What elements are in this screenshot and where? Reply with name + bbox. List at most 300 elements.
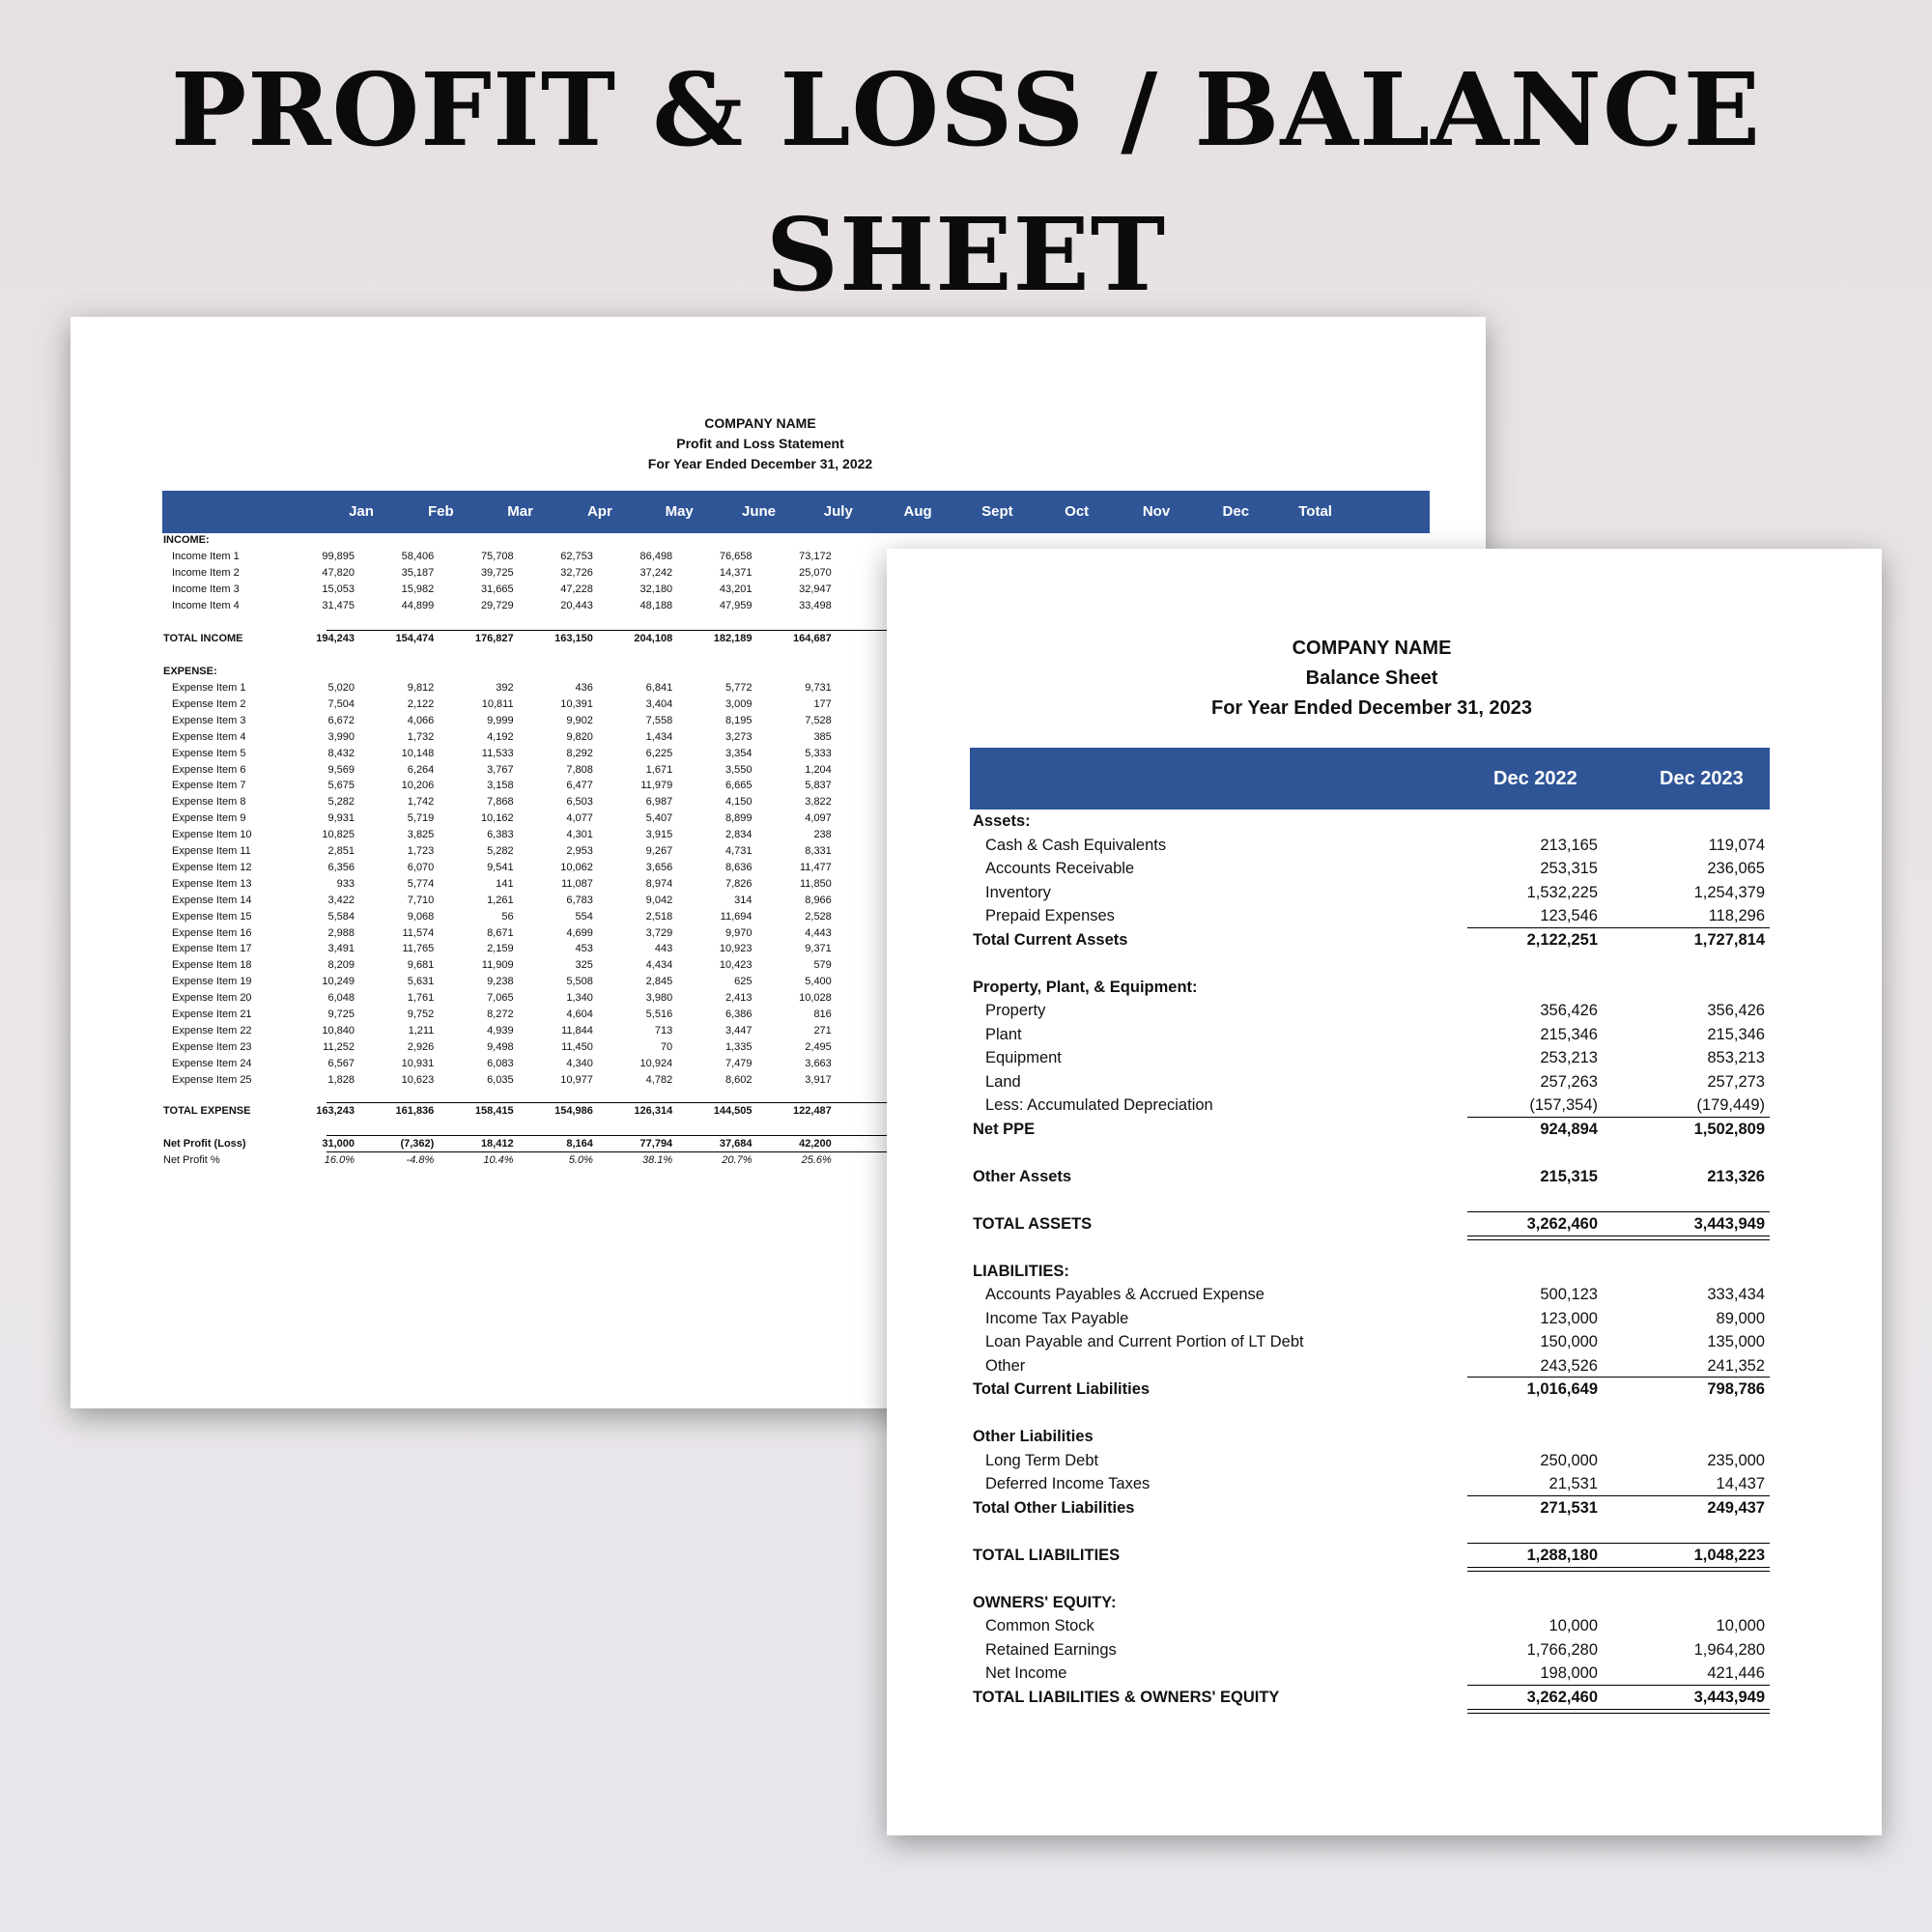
- pl-expense-row-value: 5,407: [645, 812, 673, 825]
- pl-expense-row-value: 6,503: [566, 796, 593, 809]
- bs-value-dec-2023: (179,449): [1696, 1096, 1765, 1114]
- pl-net-profit-pct-row-value: 16.0%: [324, 1154, 355, 1166]
- pl-total-income-row-label: TOTAL INCOME: [163, 633, 243, 644]
- bs-row-label: Other: [985, 1356, 1026, 1375]
- pl-expense-row-label: Expense Item 13: [172, 877, 252, 890]
- bs-row-label: OWNERS' EQUITY:: [973, 1593, 1117, 1611]
- bs-value-dec-2023: 236,065: [1707, 860, 1765, 877]
- pl-total-income-row-value: 176,827: [474, 633, 514, 644]
- pl-expense-row-value: 5,584: [327, 910, 355, 923]
- pl-month-header: [162, 491, 1430, 533]
- pl-expense-row-value: 177: [813, 697, 832, 710]
- pl-expense-row-value: 4,066: [407, 714, 435, 726]
- pl-expense-row-value: 3,767: [487, 763, 514, 776]
- pl-expense-row-value: 6,083: [487, 1057, 514, 1069]
- bs-value-dec-2023: 853,213: [1707, 1049, 1765, 1066]
- pl-expense-row-value: 6,665: [724, 780, 753, 792]
- pl-expense-row-value: 3,491: [327, 943, 355, 955]
- pl-expense-row-label: Expense Item 14: [172, 894, 252, 906]
- pl-expense-heading: EXPENSE:: [163, 666, 217, 677]
- pl-expense-row-value: 8,636: [724, 861, 753, 873]
- bs-row-section: [887, 810, 1882, 833]
- pl-expense-row-value: 10,391: [560, 697, 593, 710]
- bs-row-total: [887, 1378, 1882, 1401]
- pl-income-row-value: 86,498: [639, 551, 673, 562]
- bs-value-dec-2023: 3,443,949: [1693, 1688, 1765, 1706]
- pl-expense-row-value: 325: [575, 959, 593, 972]
- pl-expense-row-value: 11,979: [640, 780, 673, 792]
- bs-value-dec-2022: 150,000: [1540, 1333, 1598, 1350]
- pl-net-profit-pct-row-value: 10.4%: [483, 1154, 514, 1166]
- pl-expense-row-value: 70: [660, 1040, 673, 1053]
- pl-income-row-value: 32,947: [799, 583, 832, 595]
- pl-expense-row-value: 4,340: [566, 1057, 593, 1069]
- pl-net-profit-pct-row-value: 38.1%: [641, 1154, 673, 1166]
- pl-expense-row-label: Expense Item 5: [172, 747, 246, 759]
- pl-expense-row-value: 2,926: [407, 1040, 435, 1053]
- pl-company-name: COMPANY NAME: [704, 415, 816, 431]
- pl-expense-row-value: 4,301: [566, 829, 593, 841]
- pl-expense-row-value: 5,333: [805, 747, 832, 759]
- pl-expense-row-value: 9,498: [487, 1040, 514, 1053]
- bs-value-dec-2022: 500,123: [1540, 1286, 1598, 1303]
- pl-expense-row-value: 5,631: [407, 976, 435, 988]
- pl-expense-row-value: 9,731: [805, 682, 832, 694]
- pl-expense-row-value: 3,158: [487, 780, 514, 792]
- bs-row-item: [887, 1614, 1882, 1637]
- pl-expense-row-label: Expense Item 18: [172, 959, 252, 972]
- bs-value-dec-2022: 198,000: [1540, 1664, 1598, 1682]
- pl-expense-row-value: 9,725: [327, 1009, 355, 1020]
- pl-expense-row-value: 9,541: [487, 861, 514, 873]
- bs-row-total: [887, 1165, 1882, 1188]
- pl-expense-row-value: 6,567: [327, 1057, 355, 1069]
- pl-total-income-row-value: 204,108: [634, 633, 673, 644]
- pl-expense-row-value: 6,356: [327, 861, 355, 873]
- bs-row-label: Other Liabilities: [973, 1428, 1094, 1445]
- pl-expense-row-value: 1,671: [645, 763, 673, 776]
- pl-income-row-value: 37,242: [639, 567, 673, 579]
- bs-value-dec-2023: 356,426: [1707, 1002, 1765, 1019]
- bs-value-dec-2022: 356,426: [1540, 1002, 1598, 1019]
- bs-row-label: TOTAL LIABILITIES: [973, 1546, 1121, 1564]
- pl-expense-row-value: 141: [496, 877, 514, 890]
- pl-expense-row-value: 933: [336, 877, 355, 890]
- bs-row-label: Prepaid Expenses: [985, 907, 1115, 924]
- bs-row-label: Cash & Cash Equivalents: [985, 836, 1167, 854]
- bs-row-item: [887, 1283, 1882, 1306]
- bs-value-dec-2023: 421,446: [1707, 1664, 1765, 1682]
- pl-expense-row-value: 6,070: [407, 861, 435, 873]
- pl-expense-row-label: Expense Item 12: [172, 861, 252, 873]
- pl-income-row-value: 31,665: [480, 583, 514, 595]
- bs-value-dec-2022: 215,346: [1540, 1025, 1598, 1043]
- bs-value-dec-2022: 213,165: [1540, 836, 1598, 854]
- pl-expense-row-label: Expense Item 23: [172, 1040, 252, 1053]
- pl-income-row-value: 75,708: [480, 551, 514, 562]
- pl-income-row-value: 99,895: [322, 551, 355, 562]
- pl-expense-row-value: 10,206: [401, 780, 435, 792]
- bs-row-item: [887, 1307, 1882, 1330]
- bs-row-label: Total Other Liabilities: [973, 1498, 1135, 1517]
- balance-sheet: [887, 549, 1882, 1835]
- pl-expense-row-value: 2,528: [805, 910, 832, 923]
- pl-expense-row-value: 7,808: [566, 763, 593, 776]
- pl-expense-row-value: 10,148: [401, 747, 435, 759]
- pl-expense-row-value: 11,450: [561, 1040, 593, 1053]
- pl-expense-row-value: 10,977: [560, 1073, 593, 1086]
- pl-expense-row-value: 554: [575, 910, 593, 923]
- pl-total-expense-row-value: 126,314: [634, 1105, 673, 1117]
- pl-income-row-value: 39,725: [480, 567, 514, 579]
- bs-company-name: COMPANY NAME: [1292, 638, 1452, 659]
- pl-income-row-label: Income Item 2: [172, 567, 240, 579]
- pl-month-0: Jan: [349, 503, 374, 520]
- pl-expense-row-value: 3,404: [645, 697, 673, 710]
- bs-double-rule: [1467, 1236, 1770, 1240]
- headline-line-1: PROFIT & LOSS / BALANCE: [171, 50, 1761, 169]
- pl-period: For Year Ended December 31, 2022: [647, 456, 873, 471]
- bs-row-item: [887, 1070, 1882, 1094]
- pl-expense-row-value: 9,068: [407, 910, 435, 923]
- bs-row-item: [887, 1354, 1882, 1378]
- bs-row-label: Property, Plant, & Equipment:: [973, 978, 1198, 996]
- bs-value-dec-2022: 1,766,280: [1526, 1640, 1598, 1659]
- pl-income-row-value: 32,180: [639, 583, 673, 595]
- pl-expense-row-value: 11,533: [481, 747, 514, 759]
- pl-expense-row-value: 3,917: [805, 1073, 832, 1086]
- pl-income-heading: INCOME:: [163, 534, 210, 546]
- bs-value-dec-2022: 1,016,649: [1526, 1380, 1598, 1398]
- pl-expense-row-value: 2,834: [724, 829, 753, 841]
- pl-expense-row-label: Expense Item 4: [172, 730, 246, 743]
- bs-row-section: [887, 1260, 1882, 1283]
- pl-expense-row-value: 5,400: [805, 976, 832, 988]
- pl-income-section: [71, 532, 1486, 549]
- bs-row-label: TOTAL LIABILITIES & OWNERS' EQUITY: [973, 1688, 1280, 1706]
- bs-column-header: [970, 748, 1770, 810]
- bs-value-dec-2022: 123,546: [1540, 907, 1598, 924]
- pl-expense-row-value: 1,761: [407, 992, 435, 1005]
- bs-row-label: Long Term Debt: [985, 1451, 1099, 1469]
- pl-expense-row-label: Expense Item 16: [172, 926, 252, 939]
- pl-expense-row-value: 8,292: [566, 747, 593, 759]
- pl-expense-row-value: 10,923: [719, 943, 753, 955]
- pl-expense-row-label: Expense Item 19: [172, 976, 252, 988]
- bs-row-total: [887, 1686, 1882, 1709]
- bs-row-label: Net Income: [985, 1664, 1067, 1682]
- pl-month-4: May: [665, 503, 694, 520]
- pl-expense-row-value: 6,386: [724, 1009, 753, 1020]
- bs-value-dec-2023: 1,048,223: [1693, 1546, 1765, 1564]
- pl-expense-row-value: 5,020: [327, 682, 355, 694]
- pl-expense-row-value: 3,825: [407, 829, 435, 841]
- pl-expense-row-value: 1,204: [805, 763, 832, 776]
- pl-expense-row-value: 2,413: [724, 992, 753, 1005]
- pl-expense-row-label: Expense Item 24: [172, 1057, 252, 1069]
- bs-row-item: [887, 1094, 1882, 1117]
- pl-expense-row-value: 5,282: [327, 796, 355, 809]
- pl-expense-row-value: 10,924: [639, 1057, 673, 1069]
- pl-net-profit-row-value: 8,164: [566, 1138, 593, 1150]
- pl-expense-row-value: 11,477: [799, 861, 832, 873]
- pl-expense-row-value: 11,909: [481, 959, 514, 972]
- pl-income-row-value: 62,753: [560, 551, 593, 562]
- pl-expense-row-value: 10,028: [799, 992, 832, 1005]
- pl-expense-row-label: Expense Item 20: [172, 992, 252, 1005]
- pl-net-profit-row-value: 77,794: [639, 1138, 673, 1150]
- pl-expense-row-value: 10,840: [322, 1024, 355, 1037]
- pl-expense-row-value: 8,331: [805, 845, 832, 857]
- pl-income-row-value: 29,729: [480, 600, 514, 611]
- pl-expense-row-value: 6,264: [407, 763, 435, 776]
- bs-row-total: [887, 928, 1882, 952]
- pl-expense-row-value: 1,335: [724, 1040, 753, 1053]
- bs-value-dec-2022: 253,315: [1540, 860, 1598, 877]
- pl-total-income-row-value: 182,189: [713, 633, 753, 644]
- bs-value-dec-2022: 3,262,460: [1526, 1688, 1598, 1706]
- bs-value-dec-2023: 119,074: [1708, 836, 1765, 854]
- pl-expense-row-label: Expense Item 7: [172, 780, 246, 792]
- pl-expense-row-value: 10,162: [480, 812, 514, 825]
- pl-expense-row-value: 2,159: [487, 943, 514, 955]
- pl-income-row-label: Income Item 4: [172, 600, 240, 611]
- pl-month-3: Apr: [586, 503, 612, 520]
- bs-value-dec-2023: 3,443,949: [1693, 1214, 1765, 1233]
- pl-expense-row-value: 3,273: [724, 730, 753, 743]
- pl-expense-row-value: 11,765: [402, 943, 435, 955]
- pl-expense-row-value: 7,065: [487, 992, 514, 1005]
- pl-expense-row-value: 4,192: [487, 730, 514, 743]
- pl-expense-row-value: 5,516: [645, 1009, 673, 1020]
- bs-row-label: Retained Earnings: [985, 1640, 1117, 1659]
- pl-total-expense-row-label: TOTAL EXPENSE: [163, 1105, 251, 1117]
- pl-expense-row-value: 1,732: [407, 730, 435, 743]
- bs-value-dec-2022: 1,288,180: [1526, 1546, 1598, 1564]
- pl-month-2: Mar: [507, 503, 533, 520]
- pl-expense-row-value: 392: [496, 682, 514, 694]
- bs-row-item: [887, 1330, 1882, 1353]
- pl-expense-row-value: 4,939: [487, 1024, 514, 1037]
- pl-expense-row-value: 443: [654, 943, 673, 955]
- bs-value-dec-2023: 1,964,280: [1693, 1640, 1765, 1659]
- pl-expense-row-value: 6,841: [645, 682, 673, 694]
- pl-total-expense-row-value: 163,243: [316, 1105, 355, 1117]
- pl-expense-row-value: 4,782: [645, 1073, 673, 1086]
- pl-income-row-label: Income Item 3: [172, 583, 240, 595]
- pl-expense-row-value: 11,574: [402, 926, 435, 939]
- pl-total-expense-row-value: 154,986: [554, 1105, 593, 1117]
- pl-total-income-row-value: 194,243: [316, 633, 355, 644]
- pl-expense-row-label: Expense Item 17: [172, 943, 252, 955]
- pl-expense-row-label: Expense Item 22: [172, 1024, 252, 1037]
- pl-expense-row-value: 9,970: [724, 926, 753, 939]
- pl-expense-row-value: 1,828: [327, 1073, 355, 1086]
- bs-value-dec-2022: 3,262,460: [1526, 1214, 1598, 1233]
- pl-income-row-value: 47,820: [322, 567, 355, 579]
- bs-row-label: Inventory: [985, 883, 1051, 901]
- pl-expense-row-value: 2,495: [805, 1040, 832, 1053]
- bs-row-label: Equipment: [985, 1049, 1062, 1066]
- pl-total-expense-row-value: 158,415: [474, 1105, 514, 1117]
- pl-expense-row-value: 10,931: [401, 1057, 435, 1069]
- pl-expense-row-value: 2,122: [407, 697, 435, 710]
- pl-expense-row-value: 2,845: [645, 976, 673, 988]
- pl-expense-row-value: 271: [813, 1024, 832, 1037]
- bs-value-dec-2022: 257,263: [1540, 1072, 1598, 1091]
- pl-expense-row-value: 6,672: [327, 714, 355, 726]
- pl-income-row-value: 14,371: [719, 567, 753, 579]
- pl-expense-row-value: 9,042: [645, 894, 673, 906]
- pl-expense-row-value: 4,434: [645, 959, 673, 972]
- pl-expense-row-value: 8,209: [327, 959, 355, 972]
- pl-total-income-row-value: 164,687: [793, 633, 832, 644]
- bs-value-dec-2023: 257,273: [1707, 1072, 1765, 1091]
- bs-col-dec-2023: Dec 2023: [1660, 768, 1744, 789]
- bs-row-label: Plant: [985, 1025, 1022, 1043]
- pl-expense-row-value: 1,211: [408, 1024, 435, 1037]
- pl-expense-row-value: 3,980: [645, 992, 673, 1005]
- bs-row-label: Income Tax Payable: [985, 1309, 1129, 1327]
- pl-expense-row-value: 1,742: [407, 796, 435, 809]
- pl-expense-row-value: 4,077: [566, 812, 593, 825]
- pl-net-profit-pct-row-value: -4.8%: [406, 1154, 435, 1166]
- pl-expense-row-value: 436: [575, 682, 593, 694]
- bs-value-dec-2023: 14,437: [1716, 1475, 1765, 1492]
- pl-expense-row-value: 238: [813, 829, 832, 841]
- pl-expense-row-value: 3,422: [327, 894, 355, 906]
- bs-row-item: [887, 1023, 1882, 1046]
- pl-month-9: Oct: [1065, 503, 1090, 520]
- pl-expense-row-value: 3,447: [724, 1024, 753, 1037]
- pl-income-row-label: Income Item 1: [172, 551, 240, 562]
- bs-row-label: Net PPE: [973, 1120, 1036, 1138]
- bs-row-label: Total Current Assets: [973, 930, 1128, 949]
- bs-value-dec-2022: (157,354): [1529, 1096, 1598, 1114]
- bs-value-dec-2022: 243,526: [1540, 1356, 1598, 1375]
- pl-expense-row-value: 7,710: [407, 894, 435, 906]
- bs-row-item: [887, 881, 1882, 904]
- bs-value-dec-2022: 924,894: [1540, 1120, 1598, 1138]
- pl-expense-row-value: 625: [734, 976, 753, 988]
- pl-month-5: June: [741, 503, 776, 520]
- pl-income-row-value: 25,070: [799, 567, 832, 579]
- pl-total-income-row-value: 154,474: [395, 633, 435, 644]
- bs-row-grand: [887, 1212, 1882, 1236]
- pl-expense-row-label: Expense Item 6: [172, 763, 246, 776]
- pl-expense-row-value: 4,443: [805, 926, 832, 939]
- pl-expense-row-value: 4,604: [566, 1009, 593, 1020]
- bs-row-section: [887, 976, 1882, 999]
- pl-total-income-row-value: 163,150: [554, 633, 593, 644]
- pl-expense-row-value: 8,432: [327, 747, 355, 759]
- pl-income-row-value: 15,982: [401, 583, 435, 595]
- pl-expense-row-value: 3,663: [805, 1057, 832, 1069]
- pl-expense-row-value: 10,825: [322, 829, 355, 841]
- pl-expense-row-value: 579: [813, 959, 832, 972]
- pl-expense-row-value: 4,097: [805, 812, 832, 825]
- bs-row-item: [887, 904, 1882, 927]
- pl-net-profit-pct-row-label: Net Profit %: [163, 1154, 220, 1166]
- pl-net-profit-pct-row-value: 25.6%: [801, 1154, 832, 1166]
- bs-value-dec-2022: 271,531: [1540, 1498, 1598, 1517]
- pl-expense-row-value: 3,656: [645, 861, 673, 873]
- bs-row-section: [887, 1425, 1882, 1448]
- pl-month-10: Nov: [1142, 503, 1171, 520]
- pl-expense-row-value: 5,772: [724, 682, 753, 694]
- pl-expense-row-value: 6,477: [566, 780, 593, 792]
- pl-expense-row-value: 5,508: [566, 976, 593, 988]
- bs-row-label: Deferred Income Taxes: [985, 1475, 1151, 1492]
- pl-net-profit-pct-row-value: 5.0%: [568, 1154, 593, 1166]
- pl-expense-row-value: 8,602: [724, 1073, 753, 1086]
- pl-expense-row-value: 1,340: [566, 992, 593, 1005]
- pl-expense-row-value: 5,719: [407, 812, 435, 825]
- pl-expense-row-value: 3,729: [645, 926, 673, 939]
- pl-expense-row-value: 11,694: [720, 910, 753, 923]
- bs-value-dec-2023: 118,296: [1708, 907, 1765, 924]
- pl-expense-row-value: 9,238: [487, 976, 514, 988]
- pl-expense-row-value: 4,150: [724, 796, 753, 809]
- bs-value-dec-2022: 250,000: [1540, 1451, 1598, 1469]
- pl-net-profit-row-value: 37,684: [719, 1138, 753, 1150]
- pl-expense-row-value: 56: [501, 910, 514, 923]
- pl-expense-row-value: 9,267: [645, 845, 673, 857]
- pl-month-6: July: [823, 503, 853, 520]
- pl-income-row-value: 76,658: [719, 551, 753, 562]
- pl-expense-row-value: 5,837: [805, 780, 832, 792]
- pl-expense-row-value: 1,723: [407, 845, 435, 857]
- bs-row-label: LIABILITIES:: [973, 1262, 1069, 1280]
- pl-expense-row-value: 385: [813, 730, 832, 743]
- bs-value-dec-2023: 1,502,809: [1693, 1120, 1765, 1138]
- pl-expense-row-value: 9,569: [327, 763, 355, 776]
- pl-expense-row-label: Expense Item 11: [172, 845, 251, 857]
- pl-month-12: Total: [1298, 503, 1332, 520]
- bs-value-dec-2023: 798,786: [1707, 1380, 1765, 1398]
- pl-expense-row-value: 6,383: [487, 829, 514, 841]
- bs-value-dec-2022: 215,315: [1540, 1167, 1598, 1185]
- pl-net-profit-row-value: 18,412: [480, 1138, 514, 1150]
- bs-row-label: Land: [985, 1072, 1021, 1091]
- bs-row-item: [887, 1449, 1882, 1472]
- bs-row-item: [887, 999, 1882, 1022]
- bs-value-dec-2023: 1,254,379: [1693, 883, 1765, 901]
- pl-expense-row-label: Expense Item 15: [172, 910, 252, 923]
- pl-expense-row-value: 7,826: [724, 877, 753, 890]
- pl-expense-row-value: 4,731: [724, 845, 753, 857]
- bs-row-item: [887, 857, 1882, 880]
- pl-expense-row-value: 10,623: [401, 1073, 435, 1086]
- pl-expense-row-value: 6,225: [645, 747, 673, 759]
- pl-expense-row-value: 2,988: [327, 926, 355, 939]
- bs-row-total: [887, 1496, 1882, 1520]
- headline-line-2: SHEET: [765, 195, 1167, 314]
- pl-expense-row-value: 7,558: [645, 714, 673, 726]
- pl-income-row-value: 73,172: [799, 551, 832, 562]
- pl-expense-row-value: 816: [813, 1009, 832, 1020]
- pl-expense-row-value: 453: [575, 943, 593, 955]
- bs-value-dec-2023: 235,000: [1707, 1451, 1765, 1469]
- bs-value-dec-2023: 1,727,814: [1693, 930, 1765, 949]
- pl-income-row-value: 44,899: [401, 600, 435, 611]
- pl-expense-row-value: 3,009: [724, 697, 753, 710]
- pl-expense-row-value: 8,272: [487, 1009, 514, 1020]
- pl-month-11: Dec: [1222, 503, 1250, 520]
- bs-row-item: [887, 1662, 1882, 1685]
- bs-row-label: Other Assets: [973, 1167, 1072, 1185]
- bs-row-item: [887, 834, 1882, 857]
